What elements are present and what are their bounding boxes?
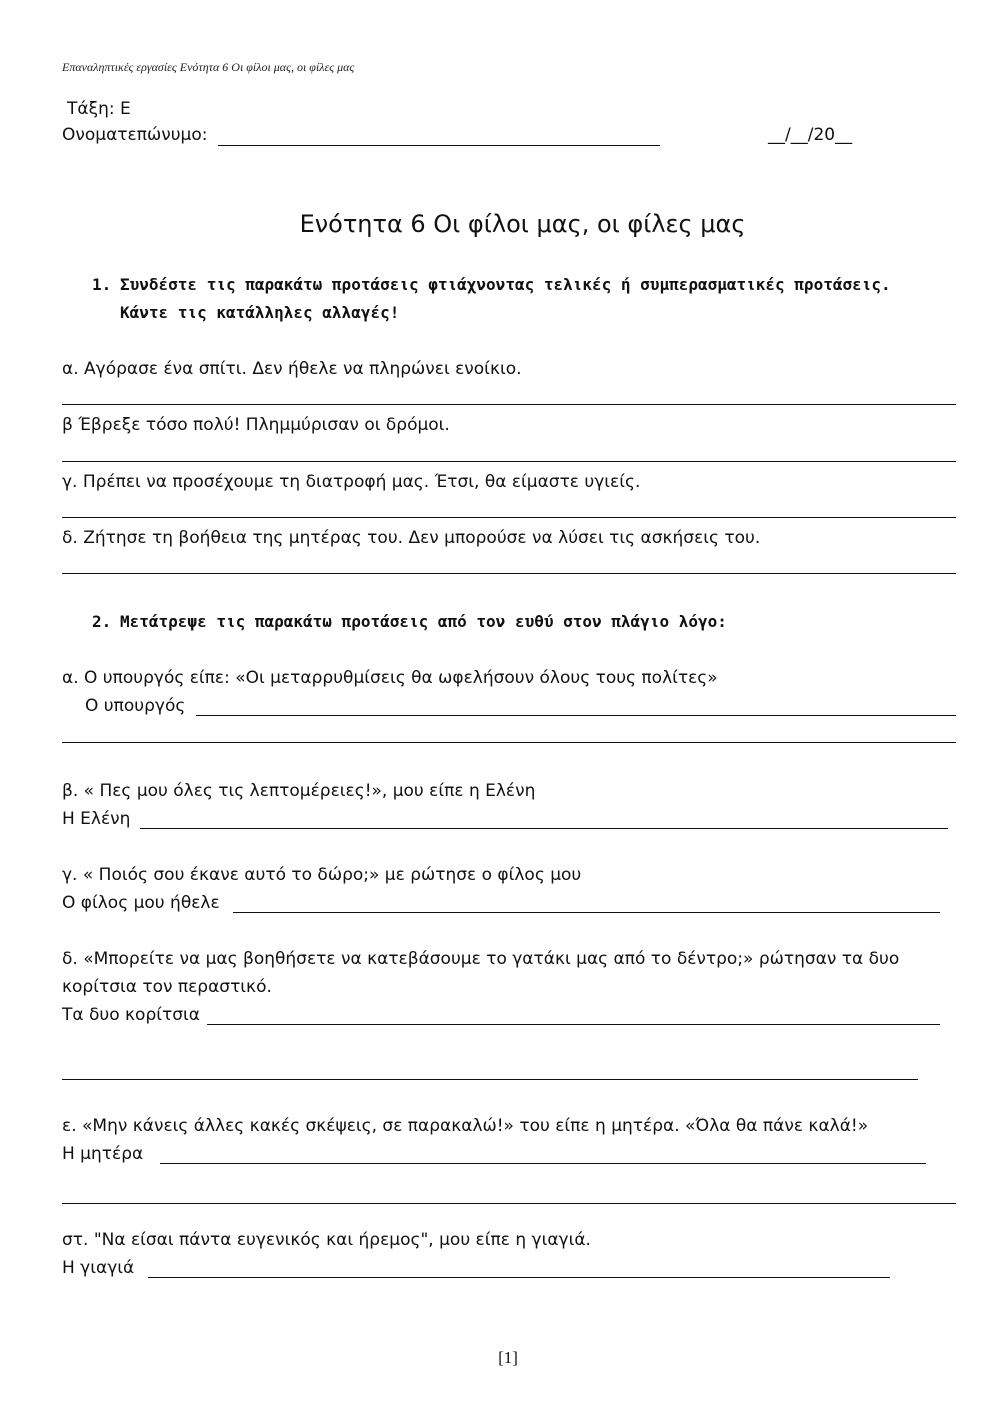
exercise2-prefix-f: Η γιαγιά xyxy=(62,1258,135,1278)
name-answer-line[interactable] xyxy=(218,145,660,146)
exercise2-item-d-line1: δ. «Μπορείτε να μας βοηθήσετε να κατεβάσουμε το γατάκι μας από το δέντρο;» ρώτησαν τα δυο xyxy=(62,949,900,969)
exercise1-item-a: α. Αγόρασε ένα σπίτι. Δεν ήθελε να πληρώνει ενοίκιο. xyxy=(62,359,522,379)
exercise2-answer-line-d1[interactable] xyxy=(207,1024,940,1025)
exercise1-answer-line-a[interactable] xyxy=(62,404,956,405)
exercise1-answer-line-b[interactable] xyxy=(62,461,956,462)
exercise1-answer-line-d[interactable] xyxy=(62,573,956,574)
exercise2-answer-line-f[interactable] xyxy=(148,1277,890,1278)
header-note: Επαναληπτικές εργασίες Ενότητα 6 Οι φίλοι μας, οι φίλες μας xyxy=(62,60,355,74)
exercise2-answer-line-b[interactable] xyxy=(140,828,948,829)
exercise2-answer-line-a2[interactable] xyxy=(62,742,956,743)
exercise1-instruction-line1: Συνδέστε τις παρακάτω προτάσεις φτιάχνοντας τελικές ή συμπερασματικές προτάσεις. xyxy=(120,275,891,294)
page-number: [1] xyxy=(498,1348,518,1367)
exercise2-answer-line-a1[interactable] xyxy=(196,715,956,716)
exercise2-item-d-line2: κορίτσια τον περαστικό. xyxy=(62,977,272,997)
exercise2-item-e: ε. «Μην κάνεις άλλες κακές σκέψεις, σε παρακαλώ!» του είπε η μητέρα. «Όλα θα πάνε καλά!» xyxy=(62,1116,869,1136)
date-field: __/__/20__ xyxy=(768,125,853,145)
exercise2-item-a: α. Ο υπουργός είπε: «Οι μεταρρυθμίσεις θα ωφελήσουν όλους τους πολίτες» xyxy=(62,668,718,688)
exercise2-prefix-c: Ο φίλος μου ήθελε xyxy=(62,893,220,913)
exercise2-prefix-e: Η μητέρα xyxy=(62,1144,144,1164)
exercise2-item-c: γ. « Ποιός σου έκανε αυτό το δώρο;» με ρώτησε ο φίλος μου xyxy=(62,865,582,885)
exercise2-instruction: Μετάτρεψε τις παρακάτω προτάσεις από τον ευθύ στον πλάγιο λόγο: xyxy=(120,612,727,631)
exercise1-instruction-line2: Κάντε τις κατάλληλες αλλαγές! xyxy=(120,303,400,322)
exercise1-item-d: δ. Ζήτησε τη βοήθεια της μητέρας του. Δεν μπορούσε να λύσει τις ασκήσεις του. xyxy=(62,528,761,548)
exercise2-answer-line-d2[interactable] xyxy=(62,1079,918,1080)
exercise2-number: 2. xyxy=(92,612,112,631)
exercise1-number: 1. xyxy=(92,275,112,294)
exercise2-prefix-a: Ο υπουργός xyxy=(85,696,186,716)
exercise1-item-b: β Έβρεξε τόσο πολύ! Πλημμύρισαν οι δρόμοι. xyxy=(62,415,450,435)
exercise1-answer-line-c[interactable] xyxy=(62,517,956,518)
exercise2-answer-line-e2[interactable] xyxy=(62,1203,956,1204)
page-title: Ενότητα 6 Οι φίλοι μας, οι φίλες μας xyxy=(299,210,746,238)
exercise2-item-f: στ. "Να είσαι πάντα ευγενικός και ήρεμος", μου είπε η γιαγιά. xyxy=(62,1230,591,1250)
exercise2-item-b: β. « Πες μου όλες τις λεπτομέρειες!», μου είπε η Ελένη xyxy=(62,781,536,801)
name-label: Ονοματεπώνυμο: xyxy=(62,125,208,145)
exercise2-answer-line-e1[interactable] xyxy=(160,1163,926,1164)
exercise2-prefix-b: Η Ελένη xyxy=(62,809,131,829)
exercise1-item-c: γ. Πρέπει να προσέχουμε τη διατροφή μας. Έτσι, θα είμαστε υγιείς. xyxy=(62,472,641,492)
exercise2-answer-line-c[interactable] xyxy=(233,912,940,913)
class-line: Τάξη: Ε xyxy=(67,99,131,119)
exercise2-prefix-d: Τα δυο κορίτσια xyxy=(62,1005,200,1025)
